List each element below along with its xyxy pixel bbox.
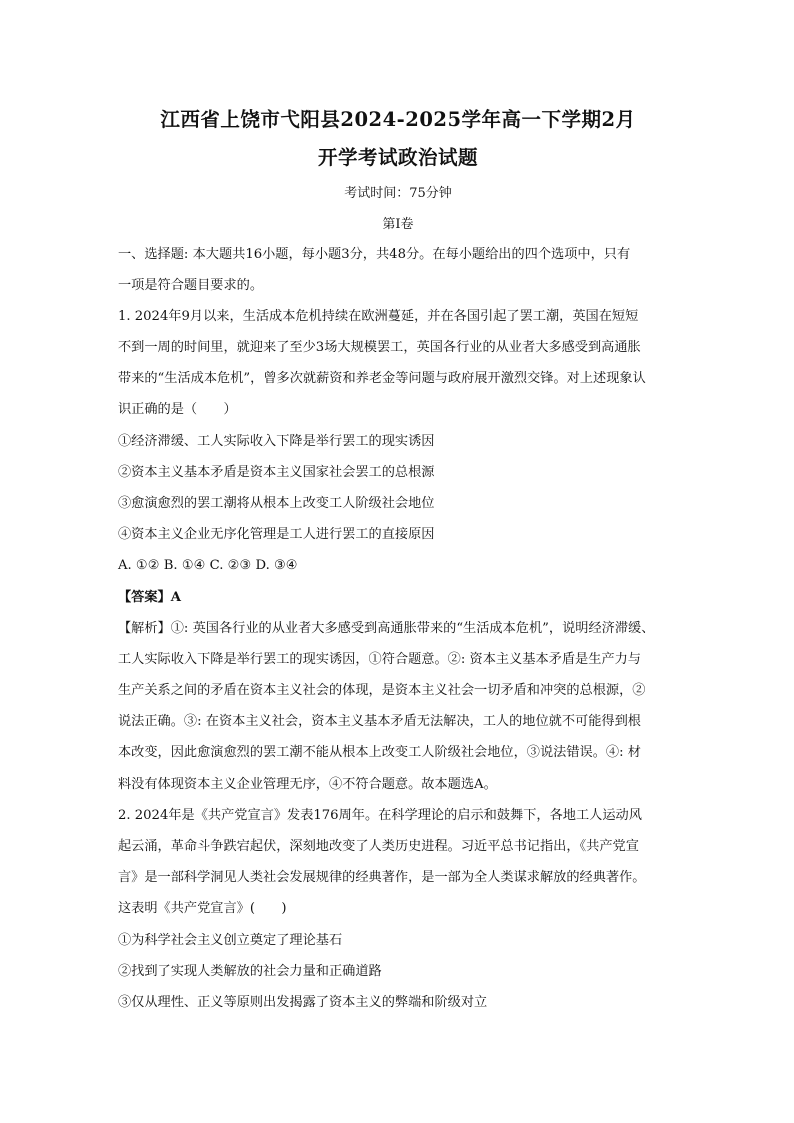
question-1-stem-line-2: 不到一周的时间里，就迎来了至少3场大规模罢工，英国各行业的从业者大多感受到高通胀 <box>118 340 641 355</box>
question-1-analysis-line-5: 本改变，因此愈演愈烈的罢工潮不能从根本上改变工人阶级社会地位，③说法错误。④: 材 <box>118 745 641 760</box>
question-1-analysis-line-4: 说法正确。③: 在资本主义社会，资本主义基本矛盾无法解决，工人的地位就不可能得到根 <box>118 714 641 729</box>
question-1-options: A. ①② B. ①④ C. ②③ D. ③④ <box>118 558 298 573</box>
question-1-stem-line-3: 带来的“生活成本危机”，曾多次就薪资和养老金等问题与政府展开激烈交锋。对上述现象认 <box>118 371 646 386</box>
question-1-statement-3: ③愈演愈烈的罢工潮将从根本上改变工人阶级社会地位 <box>118 496 435 511</box>
question-2-statement-3: ③仅从理性、正义等原则出发揭露了资本主义的弊端和阶级对立 <box>118 995 488 1010</box>
question-2-statement-1: ①为科学社会主义创立奠定了理论基石 <box>118 933 343 948</box>
volume-label: 第Ⅰ卷 <box>382 217 414 232</box>
document-title-line-2: 开学考试政治试题 <box>317 146 478 169</box>
question-1-analysis-line-3: 生产关系之间的矛盾在资本主义社会的体现，是资本主义社会一切矛盾和冲突的总根源，② <box>118 683 646 698</box>
question-2-stem-line-4: 这表明《共产党宣言》( ) <box>118 901 287 916</box>
question-2-stem-line-3: 言》是一部科学洞见人类社会发展规律的经典著作，是一部为全人类谋求解放的经典著作。 <box>118 870 646 885</box>
exam-time: 考试时间：75分钟 <box>344 186 452 201</box>
question-1-stem-line-4: 识正确的是（ ） <box>118 402 237 417</box>
question-1-analysis-line-1: 【解析】①: 英国各行业的从业者大多感受到高通胀带来的“生活成本危机”，说明经济滞缓、 <box>118 621 655 636</box>
question-1-analysis-line-6: 料没有体现资本主义企业管理无序，④不符合题意。故本题选A。 <box>118 777 497 792</box>
question-2-statement-2: ②找到了实现人类解放的社会力量和正确道路 <box>118 964 382 979</box>
question-1-statement-2: ②资本主义基本矛盾是资本主义国家社会罢工的总根源 <box>118 465 435 480</box>
section-instructions-line-2: 一项是符合题目要求的。 <box>118 278 264 293</box>
question-2-stem-line-2: 起云涌，革命斗争跌宕起伏，深刻地改变了人类历史进程。习近平总书记指出，《共产党宣 <box>118 839 639 854</box>
question-1-analysis-line-2: 工人实际收入下降是举行罢工的现实诱因，①符合题意。②: 资本主义基本矛盾是生产力与 <box>118 652 641 667</box>
document-title-line-1: 江西省上饶市弋阳县2024-2025学年高一下学期2月 <box>160 108 636 131</box>
question-1-stem-line-1: 1. 2024年9月以来，生活成本危机持续在欧洲蔓延，并在各国引起了罢工潮，英国在短短 <box>118 309 639 324</box>
question-1-answer: 【答案】A <box>118 590 181 605</box>
question-2-stem-line-1: 2. 2024年是《共产党宣言》发表176周年。在科学理论的启示和鼓舞下，各地工人运动风 <box>118 808 642 823</box>
question-1-statement-1: ①经济滞缓、工人实际收入下降是举行罢工的现实诱因 <box>118 434 435 449</box>
question-1-statement-4: ④资本主义企业无序化管理是工人进行罢工的直接原因 <box>118 527 435 542</box>
section-instructions-line-1: 一、选择题: 本大题共16小题，每小题3分，共48分。在每小题给出的四个选项中，只有 <box>118 247 631 262</box>
